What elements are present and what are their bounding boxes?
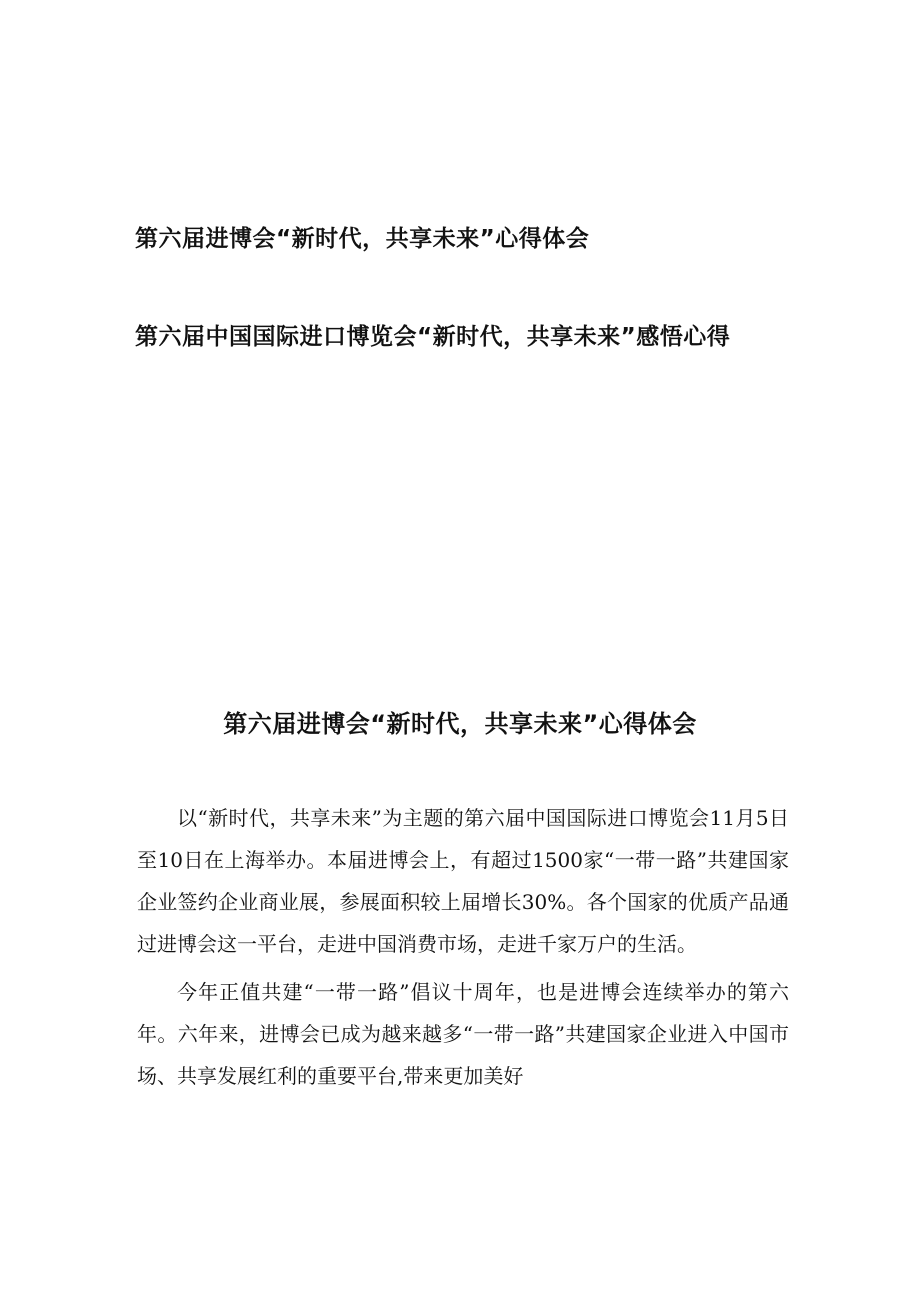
toc-item-2: 第六届中国国际进口博览会“新时代，共享未来”感悟心得 [135,324,731,350]
paragraph-1: 以“新时代，共享未来”为主题的第六届中国国际进口博览会11月5日至10日在上海举办。本届进博会上，有超过1500家“一带一路”共建国家企业签约企业商业展，参展面积较上届增长30%。各个国家的优质产品通过进博会这一平台，走进中国消费市场，走进千家万户的生活。 [137,806,789,956]
article-body [137,797,789,1103]
toc-item-1: 第六届进博会“新时代，共享未来”心得体会 [135,226,590,252]
paragraph-2: 今年正值共建“一带一路”倡议十周年，也是进博会连续举办的第六年。六年来，进博会已成为越来越多“一带一路”共建国家企业进入中国市场、共享发展红利的重要平台,带来更加美好 [137,980,789,1088]
article-title: 第六届进博会“新时代，共享未来”心得体会 [223,710,697,738]
